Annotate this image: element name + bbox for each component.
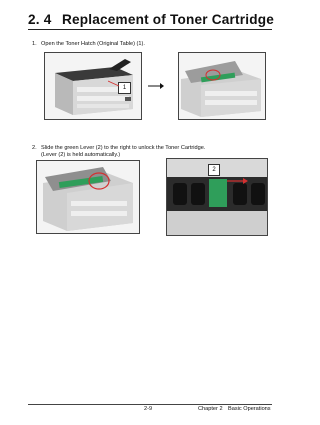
footer-chapter-title: Basic Operations [228,406,271,412]
section-heading [28,12,272,27]
title-divider [28,29,272,30]
step-2 [32,145,205,159]
step-1-number: 1. [32,41,37,47]
section-number: 2. 4 [28,12,52,27]
arrow-right-icon [148,83,164,89]
callout-2: 2 [208,164,220,176]
photo-lever-overview [36,160,140,234]
step-1 [32,41,145,48]
step-2-number: 2. [32,145,37,151]
step-2-text-line-1: Slide the green Lever (2) to the right to unlock the Toner Cartridge. [41,145,206,151]
photo-hatch-open [178,52,266,120]
footer-divider [28,404,272,405]
step-1-text: Open the Toner Hatch (Original Table) (1). [41,41,145,47]
callout-1-leader [108,80,120,88]
section-title: Replacement of Toner Cartridge [62,12,274,27]
step-2-text-line-2: (Lever (2) is held automatically.) [41,152,121,158]
footer-chapter: Chapter 2 [198,406,223,412]
page-number: 2-9 [144,406,153,412]
callout-1: 1 [118,82,131,94]
